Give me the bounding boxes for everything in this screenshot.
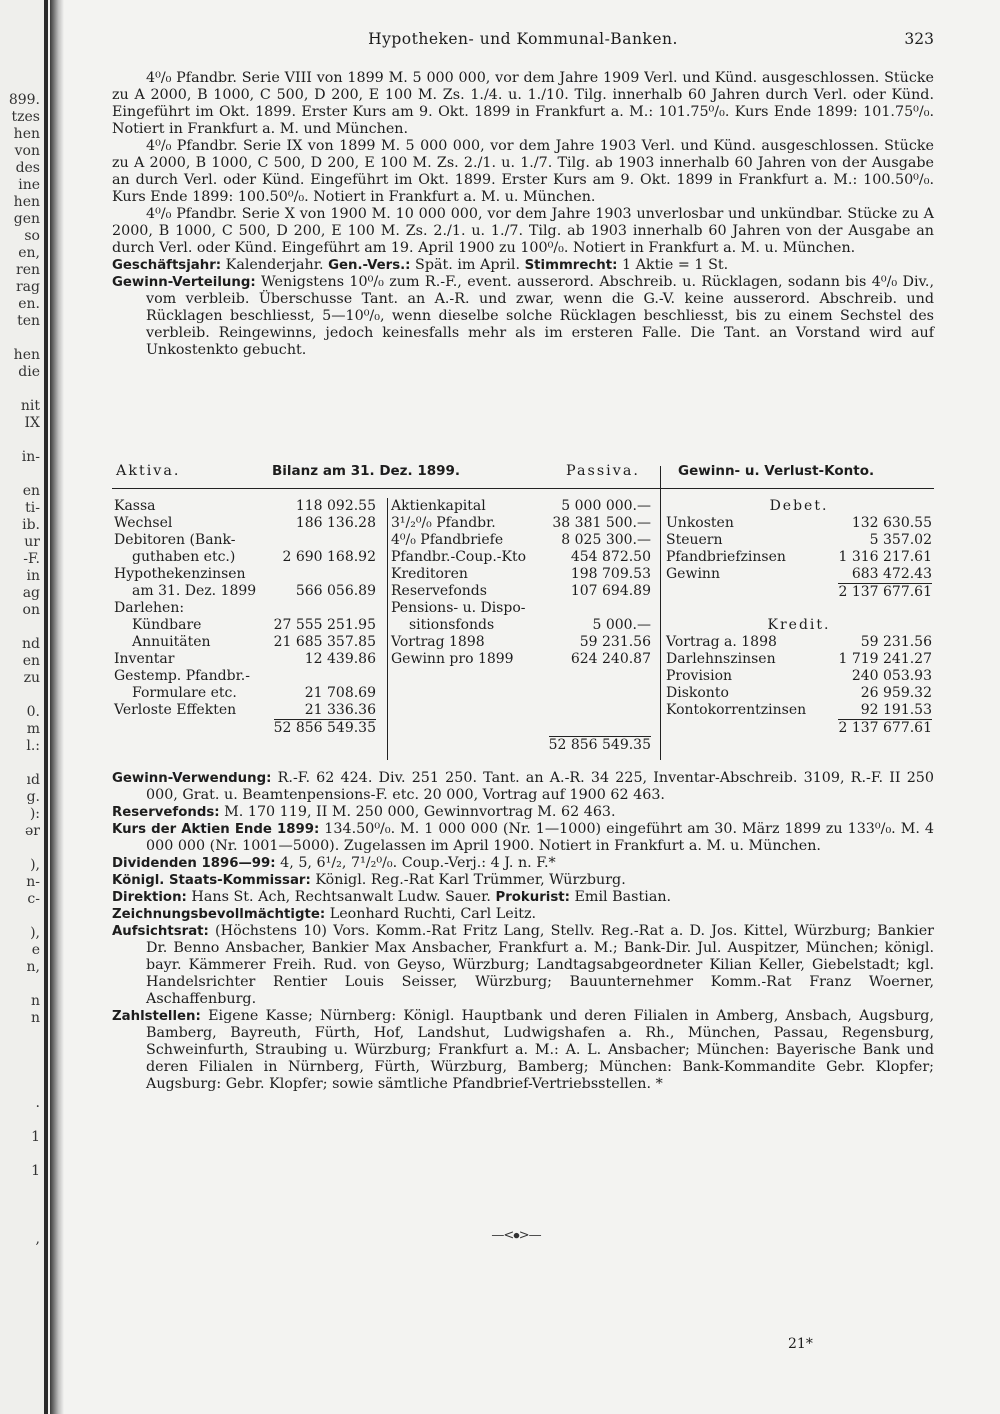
- spacer: [666, 600, 932, 617]
- margin-fragment: g.: [26, 789, 40, 805]
- kredit-label: Darlehnszinsen: [666, 651, 776, 667]
- aktiva-row: [114, 702, 376, 719]
- margin-fragment: so: [24, 228, 40, 244]
- margin-fragment: [0, 1265, 40, 1282]
- margin-fragment: en: [22, 653, 40, 669]
- res-text: M. 170 119, II M. 250 000, Gewinnvortrag M. 62 463.: [219, 804, 616, 820]
- aktiva-row: [114, 651, 376, 668]
- binding-edge: [44, 0, 48, 1414]
- margin-fragment: 1: [31, 1163, 40, 1179]
- margin-fragment: ten: [17, 313, 40, 329]
- aktiva-row: [114, 668, 376, 685]
- aktiva-row: [114, 685, 376, 702]
- aktiva-value: 27 555 251.95: [273, 617, 376, 633]
- passiva-value: 198 709.53: [570, 566, 651, 582]
- margin-fragment: [0, 619, 40, 636]
- margin-fragment: IX: [24, 415, 40, 431]
- debet-value: 5 357.02: [869, 532, 932, 548]
- aktiva-label: am 31. Dez. 1899: [132, 583, 257, 599]
- bond-series-viii: 4⁰/₀ Pfandbr. Serie VIII von 1899 M. 5 000 000, vor dem Jahre 1909 Verl. und Künd. ausgeschlossen. Stücke zu A 2000, B 1000, C 500, D 200, E 100 M. Zs. 1./4. u. 1./10. Tilg. innerhalb 60 Jahren durch Verl. oder Künd. Eingeführt im Okt. 1899. Erster Kurs am 9. Okt. 1899 in Frankfurt a. M.: 101.75⁰/₀. Kurs Ende 1899: 101.75⁰/₀. Notiert in Frankfurt a. M. und München.: [112, 70, 934, 137]
- reservefonds: [112, 804, 934, 821]
- aktiva-value: 186 136.28: [295, 515, 376, 531]
- kredit-total: 2 137 677.61: [838, 720, 932, 736]
- margin-fragment: .: [35, 1095, 40, 1111]
- kredit-row: [666, 651, 932, 668]
- balance-header: [112, 463, 934, 489]
- aktiva-value: 2 690 168.92: [282, 549, 376, 565]
- guv-title: Gewinn- u. Verlust-Konto.: [678, 463, 875, 479]
- margin-fragment: rag: [15, 279, 40, 295]
- margin-fragment: ,: [35, 1231, 40, 1247]
- margin-fragment: [0, 1180, 40, 1197]
- margin-fragment: n: [30, 1010, 40, 1026]
- aktiva-column: [114, 498, 376, 736]
- dir-label: Direktion:: [112, 890, 187, 905]
- bottom-section: [112, 770, 934, 1093]
- margin-fragment: [0, 1146, 40, 1163]
- passiva-row: [391, 532, 651, 549]
- passiva-total: 52 856 549.35: [548, 737, 651, 753]
- zeich-text: Leonhard Ruchti, Carl Leitz.: [325, 906, 537, 922]
- margin-fragment: n: [30, 993, 40, 1009]
- margin-fragment: hen: [13, 126, 40, 142]
- facing-page-margin-text: [0, 92, 40, 1316]
- kredit-value: 240 053.93: [851, 668, 932, 684]
- aktiva-row: [114, 600, 376, 617]
- aktiva-row: [114, 634, 376, 651]
- kredit-row: [666, 702, 932, 719]
- gj-text: Kalenderjahr.: [221, 257, 329, 273]
- margin-fragment: [0, 1248, 40, 1265]
- debet-value: 132 630.55: [851, 515, 932, 531]
- kredit-total-row: [666, 719, 932, 736]
- direktion: [112, 889, 934, 906]
- prok-label: Prokurist:: [495, 890, 570, 905]
- passiva-label: Reservefonds: [391, 583, 487, 599]
- zeich-label: Zeichnungsbevollmächtigte:: [112, 907, 326, 922]
- margin-fragment: [0, 840, 40, 857]
- general-info: [112, 257, 934, 274]
- margin-fragment: e: [31, 942, 40, 958]
- margin-fragment: 899.: [8, 92, 40, 108]
- margin-fragment: [0, 1044, 40, 1061]
- aktiva-total-row: [114, 719, 376, 736]
- aktiva-value: 21 685 357.85: [273, 634, 376, 650]
- passiva-row: [391, 566, 651, 583]
- kurs-der-aktien: [112, 821, 934, 855]
- aktiva-total: 52 856 549.35: [273, 720, 376, 736]
- gewinn-verteilung: [112, 274, 934, 359]
- passiva-label: 4⁰/₀ Pfandbriefe: [391, 532, 504, 548]
- aktiva-label: Formulare etc.: [132, 685, 237, 701]
- margin-fragment: [0, 1027, 40, 1044]
- aktiva-label: guthaben etc.): [132, 549, 236, 565]
- aktiva-row: [114, 617, 376, 634]
- margin-fragment: ):: [29, 806, 40, 822]
- gewverw-text: R.-F. 62 424. Div. 251 250. Tant. an A.-R. 34 225, Inventar-Abschreib. 3109, R.-F. II 250 000, Grat. u. Beamtenpensions-F. etc. 20 000, Vortrag auf 1900 62 463.: [146, 770, 934, 803]
- passiva-label: Passiva.: [566, 463, 640, 479]
- kredit-row: [666, 634, 932, 651]
- margin-fragment: tzes: [11, 109, 40, 125]
- margin-fragment: [0, 330, 40, 347]
- gewv-text: Wenigstens 10⁰/₀ zum R.-F., event. ausserord. Abschreib. u. Rücklagen, sodann bis 4⁰/₀ Div., vom verbleib. Überschusse Tant. an A.-R. und zwar, wenn die G.-V. keine ausserord. Abschreib. und Rücklagen beschliesst, 5—10⁰/₀, wenn dieselbe solche Rücklagen beschliesst, bis zu einem Sechstel des verbleib. Reingewinns, jedoch keinesfalls mehr als im ersteren Falle. Die Tant. an Vorstand wird auf Unkostenkto gebucht.: [146, 274, 934, 358]
- passiva-value: 454 872.50: [570, 549, 651, 565]
- kom-text: Königl. Reg.-Rat Karl Trümmer, Würzburg.: [310, 872, 626, 888]
- aufsichtsrat: [112, 923, 934, 1008]
- passiva-column: [391, 498, 651, 753]
- gj-label: Geschäftsjahr:: [112, 258, 222, 273]
- margin-fragment: [0, 1282, 40, 1299]
- margin-fragment: [0, 755, 40, 772]
- passiva-row: [391, 583, 651, 600]
- margin-fragment: ıd: [26, 772, 40, 788]
- kredit-value: 59 231.56: [860, 634, 932, 650]
- zahl-label: Zahlstellen:: [112, 1009, 201, 1024]
- gv-label: Gen.-Vers.:: [328, 258, 411, 273]
- margin-fragment: [0, 1299, 40, 1316]
- debet-label: Debet.: [769, 498, 829, 514]
- kurs-text: 134.50⁰/₀. M. 1 000 000 (Nr. 1—1000) eingeführt am 30. März 1899 zu 133⁰/₀. M. 4 000 000 (Nr. 1001—5000). Zugelassen im April 1900. Notiert in Frankfurt a. M. u. München.: [146, 821, 934, 854]
- passiva-value: 624 240.87: [570, 651, 651, 667]
- passiva-value: 38 381 500.—: [552, 515, 651, 531]
- aktiva-row: [114, 566, 376, 583]
- passiva-total-row: [391, 736, 651, 753]
- margin-fragment: en,: [18, 245, 40, 261]
- kom-label: Königl. Staats-Kommissar:: [112, 873, 311, 888]
- aktiva-label: Aktiva.: [116, 463, 181, 479]
- margin-fragment: n-: [26, 874, 40, 890]
- debet-label: Steuern: [666, 532, 723, 548]
- margin-fragment: [0, 381, 40, 398]
- dividenden: [112, 855, 934, 872]
- bond-series-x: 4⁰/₀ Pfandbr. Serie X von 1900 M. 10 000 000, vor dem Jahre 1903 unverlosbar und unkündbar. Stücke zu A 2000, B 1000, C 500, D 200, E 100 M. Zs. 2./1. u. 1./7. Tilg. ab 1903 innerhalb 60 Jahren von der Ausgabe an durch Verl. oder Künd. Eingeführt am 19. April 1900 zu 100⁰/₀. Notiert in Frankfurt a. M. u. München.: [112, 206, 934, 256]
- margin-fragment: -F.: [23, 551, 40, 567]
- passiva-label: Aktienkapital: [391, 498, 486, 514]
- guv-column: [666, 498, 932, 736]
- passiva-label: Pfandbr.-Coup.-Kto: [391, 549, 527, 565]
- res-label: Reservefonds:: [112, 805, 220, 820]
- page-header: [112, 30, 934, 54]
- aktiva-row: [114, 549, 376, 566]
- balance-top-rule: [112, 488, 934, 489]
- running-title: Hypotheken- und Kommunal-Banken.: [368, 30, 678, 48]
- auf-text: (Höchstens 10) Vors. Komm.-Rat Fritz Lang, Stellv. Reg.-Rat a. D. Jos. Kittel, Würzburg; Bankier Dr. Benno Ansbacher, Bankier Max Ansbacher, Frankfurt a. M.; Bank-Dir. Jul. Auspitzer, München; königl. bayr. Kämmerer Freih. Rud. von Geyso, Würzburg; Landtagsabgeordneter Kilian Keller, Giebelstadt; kgl. Handelsrichter Rentier Louis Seisser, Würzburg; Bauunternehmer Komm.-Rat Franz Woerner, Aschaffenburg.: [146, 923, 934, 1007]
- kredit-value: 1 719 241.27: [838, 651, 932, 667]
- debet-row: [666, 566, 932, 583]
- debet-label: Pfandbriefzinsen: [666, 549, 786, 565]
- aktiva-label: Gestemp. Pfandbr.-: [114, 668, 250, 684]
- kurs-label: Kurs der Aktien Ende 1899:: [112, 822, 320, 837]
- passiva-row: [391, 617, 651, 634]
- margin-fragment: ag: [22, 585, 40, 601]
- kredit-row: [666, 668, 932, 685]
- margin-fragment: ib.: [22, 517, 40, 533]
- margin-fragment: von: [14, 143, 40, 159]
- passiva-label: Gewinn pro 1899: [391, 651, 514, 667]
- debet-row: [666, 515, 932, 532]
- passiva-row: [391, 651, 651, 668]
- margin-fragment: [0, 687, 40, 704]
- kredit-value: 26 959.32: [860, 685, 932, 701]
- margin-fragment: [0, 432, 40, 449]
- margin-fragment: [0, 1061, 40, 1078]
- debet-value: 1 316 217.61: [838, 549, 932, 565]
- aktiva-label: Kündbare: [132, 617, 202, 633]
- margin-fragment: die: [18, 364, 40, 380]
- auf-label: Aufsichtsrat:: [112, 924, 209, 939]
- margin-fragment: en.: [18, 296, 40, 312]
- passiva-label: Vortrag 1898: [391, 634, 485, 650]
- st-label: Stimmrecht:: [524, 258, 618, 273]
- passiva-row: [391, 549, 651, 566]
- margin-fragment: in-: [21, 449, 40, 465]
- bond-series-ix: 4⁰/₀ Pfandbr. Serie IX von 1899 M. 5 000 000, vor dem Jahre 1903 Verl. und Künd. ausgeschlossen. Stücke zu A 2000, B 1000, C 500, D 200, E 100 M. Zs. 2./1. u. 1./7. Tilg. ab 1903 innerhalb 60 Jahren von der Ausgabe an durch Verl. oder Künd. Eingeführt im Okt. 1899. Erster Kurs am 9. Okt. 1899 in Frankfurt a. M.: 100.50⁰/₀. Kurs Ende 1899: 100.50⁰/₀. Notiert in Frankfurt a. M. u. München.: [112, 138, 934, 205]
- passiva-label: Kreditoren: [391, 566, 468, 582]
- kredit-label: Diskonto: [666, 685, 729, 701]
- margin-fragment: zu: [23, 670, 40, 686]
- aktiva-label: Annuitäten: [132, 634, 211, 650]
- bilanz-title: Bilanz am 31. Dez. 1899.: [272, 463, 461, 479]
- kredit-label: Vortrag a. 1898: [666, 634, 777, 650]
- debet-label: Unkosten: [666, 515, 734, 531]
- aktiva-value: 21 708.69: [304, 685, 376, 701]
- margin-fragment: l.:: [26, 738, 40, 754]
- aktiva-label: Wechsel: [114, 515, 173, 531]
- margin-fragment: ər: [25, 823, 40, 839]
- staats-kommissar: [112, 872, 934, 889]
- margin-fragment: nit: [20, 398, 40, 414]
- margin-fragment: 0.: [26, 704, 40, 720]
- aktiva-label: Debitoren (Bank-: [114, 532, 236, 548]
- passiva-row: [391, 498, 651, 515]
- passiva-label: 3¹/₂⁰/₀ Pfandbr.: [391, 515, 496, 531]
- debet-label: Gewinn: [666, 566, 720, 582]
- debet-total-row: [666, 583, 932, 600]
- margin-fragment: ti-: [25, 500, 40, 516]
- debet-total: 2 137 677.61: [838, 584, 932, 600]
- margin-fragment: [0, 1112, 40, 1129]
- margin-fragment: [0, 1214, 40, 1231]
- debet-row: [666, 549, 932, 566]
- margin-fragment: ur: [24, 534, 40, 550]
- margin-fragment: in: [26, 568, 40, 584]
- page-number: 323: [904, 30, 934, 48]
- margin-fragment: [0, 976, 40, 993]
- passiva-row: [391, 600, 651, 617]
- passiva-row: [391, 515, 651, 532]
- aktiva-row: [114, 515, 376, 532]
- aktiva-value: 118 092.55: [295, 498, 376, 514]
- margin-fragment: m: [26, 721, 40, 737]
- zeichnungsbevollmaechtigte: [112, 906, 934, 923]
- aktiva-row: [114, 532, 376, 549]
- aktiva-value: 566 056.89: [295, 583, 376, 599]
- margin-fragment: des: [15, 160, 40, 176]
- margin-fragment: hen: [13, 194, 40, 210]
- kredit-value: 92 191.53: [860, 702, 932, 718]
- aktiva-value: 12 439.86: [304, 651, 376, 667]
- aktiva-label: Hypothekenzinsen: [114, 566, 246, 582]
- passiva-value: 5 000.—: [592, 617, 651, 633]
- aktiva-row: [114, 498, 376, 515]
- margin-fragment: [0, 908, 40, 925]
- dir-text: Hans St. Ach, Rechtsanwalt Ludw. Sauer.: [186, 889, 496, 905]
- margin-fragment: hen: [13, 347, 40, 363]
- margin-fragment: en: [22, 483, 40, 499]
- passiva-value: 8 025 300.—: [561, 532, 651, 548]
- passiva-value: 5 000 000.—: [561, 498, 651, 514]
- st-text: 1 Aktie = 1 St.: [617, 257, 729, 273]
- gewv-label: Gewinn-Verteilung:: [112, 275, 256, 290]
- kredit-label: Provision: [666, 668, 733, 684]
- kredit-row: [666, 685, 932, 702]
- margin-fragment: ),: [30, 925, 40, 941]
- margin-fragment: ren: [16, 262, 40, 278]
- margin-fragment: 1: [31, 1129, 40, 1145]
- div-text: 4, 5, 6¹/₂, 7¹/₂⁰/₀. Coup.-Verj.: 4 J. n. F.*: [275, 855, 556, 871]
- margin-fragment: n,: [26, 959, 40, 975]
- aktiva-row: [114, 583, 376, 600]
- passiva-row: [391, 634, 651, 651]
- margin-fragment: gen: [13, 211, 40, 227]
- aktiva-label: Inventar: [114, 651, 175, 667]
- margin-fragment: on: [22, 602, 40, 618]
- debet-row: [666, 532, 932, 549]
- margin-fragment: c-: [27, 891, 40, 907]
- margin-fragment: ),: [30, 857, 40, 873]
- margin-fragment: [0, 1197, 40, 1214]
- passiva-label: Pensions- u. Dispo-: [391, 600, 526, 616]
- debet-value: 683 472.43: [851, 566, 932, 582]
- passiva-value: 107 694.89: [570, 583, 651, 599]
- kredit-label: Kontokorrentzinsen: [666, 702, 807, 718]
- balance-divider: [387, 498, 388, 760]
- aktiva-label: Darlehen:: [114, 600, 185, 616]
- aktiva-label: Kassa: [114, 498, 156, 514]
- margin-fragment: nd: [22, 636, 40, 652]
- guv-divider: [660, 466, 661, 760]
- aktiva-label: Verloste Effekten: [114, 702, 237, 718]
- zahlstellen: [112, 1008, 934, 1093]
- gv-text: Spät. im April.: [410, 257, 525, 273]
- aktiva-value: 21 336.36: [304, 702, 376, 718]
- margin-fragment: [0, 1078, 40, 1095]
- gewverw-label: Gewinn-Verwendung:: [112, 771, 272, 786]
- intro-section: [112, 70, 934, 359]
- gewinn-verwendung: [112, 770, 934, 804]
- passiva-value: 59 231.56: [579, 634, 651, 650]
- passiva-label: sitionsfonds: [409, 617, 495, 633]
- prok-text: Emil Bastian.: [569, 889, 672, 905]
- printer-signature: 21*: [788, 1336, 813, 1352]
- div-label: Dividenden 1896—99:: [112, 856, 276, 871]
- kredit-label: Kredit.: [767, 617, 831, 633]
- margin-fragment: [0, 466, 40, 483]
- ornament-divider: —<⦁>—: [491, 1228, 541, 1243]
- zahl-text: Eigene Kasse; Nürnberg: Königl. Hauptbank und deren Filialen in Amberg, Ansbach, Augsburg, Bamberg, Bayreuth, Fürth, Hof, Landshut, Ludwigshafen a. Rh., München, Passau, Regensburg, Schweinfurth, Straubing u. Würzburg; Frankfurt a. M.: A. L. Ansbacher; München: Bayerische Bank und deren Filialen in Nürnberg, Fürth, Würzburg, Bamberg; München: Bank-Kommandite Gebr. Klopfer; Augsburg: Gebr. Klopfer; sowie sämtliche Pfandbrief-Vertriebsstellen. *: [146, 1008, 934, 1092]
- gutter-shadow: [50, 0, 64, 1414]
- margin-fragment: ine: [18, 177, 40, 193]
